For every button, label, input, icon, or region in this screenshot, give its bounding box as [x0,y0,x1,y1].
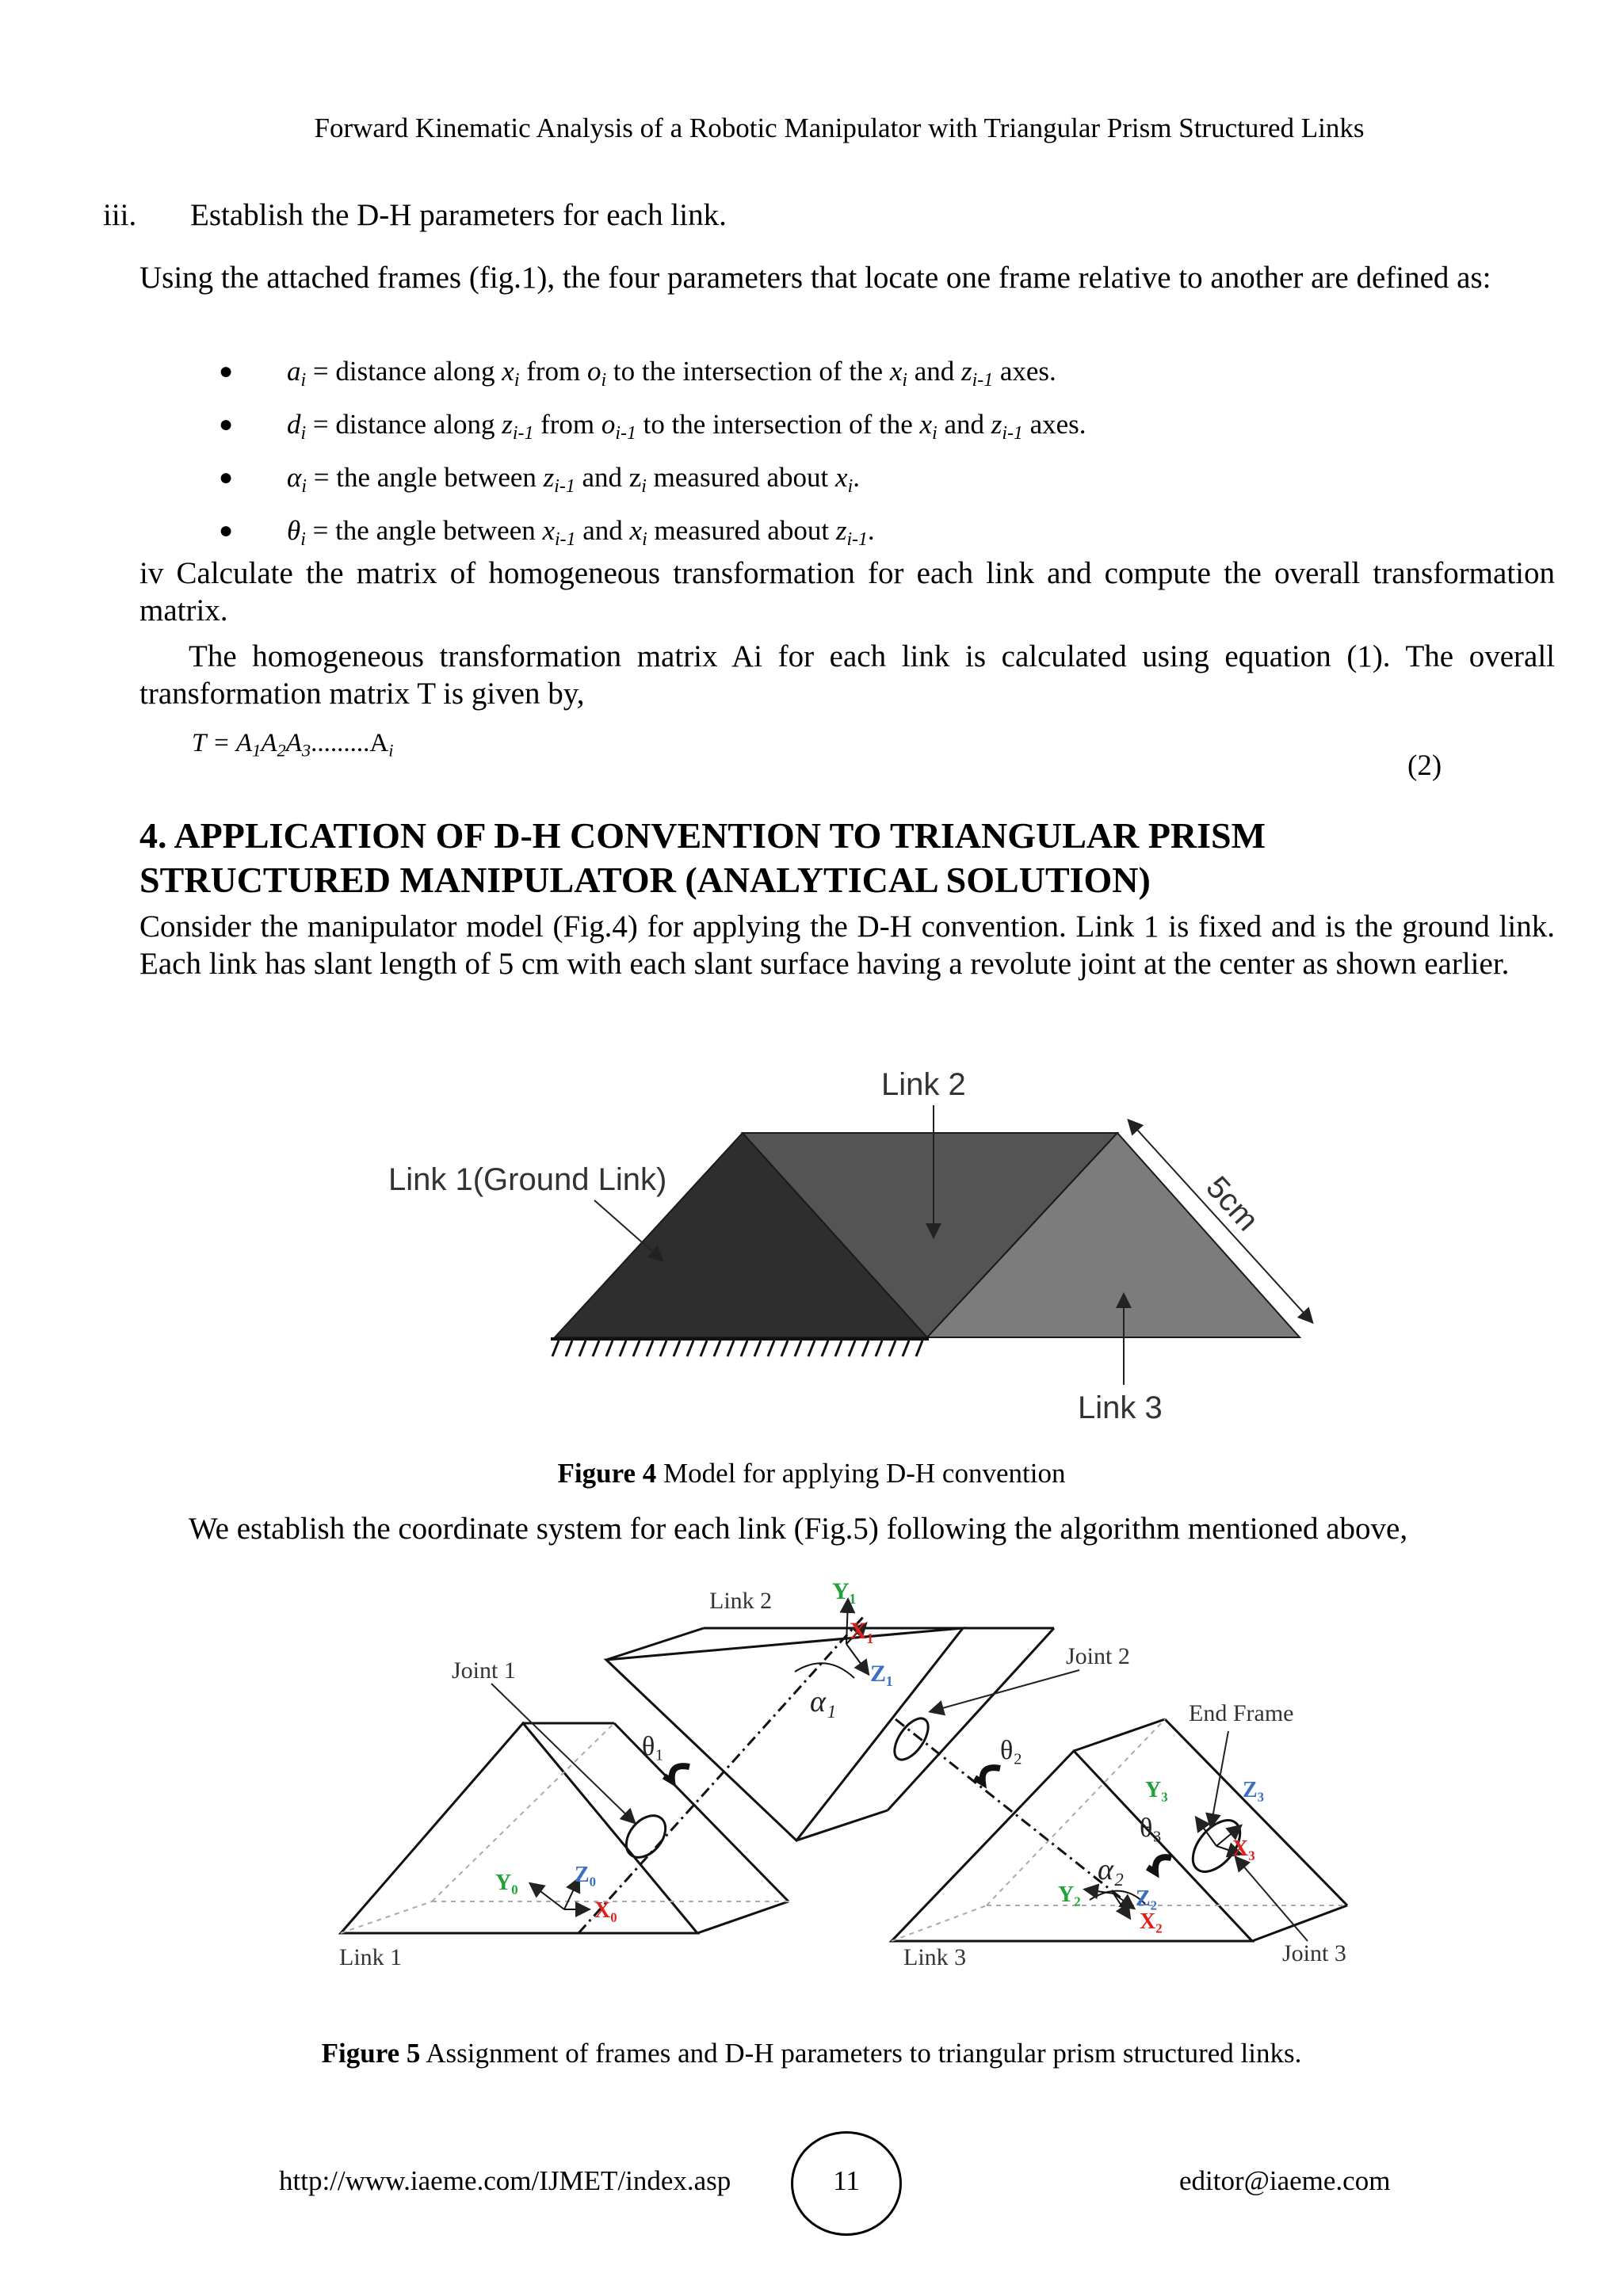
bullet-dot: ● [219,464,234,490]
fig5-label-link1: Link 1 [339,1944,403,1970]
figure-4-diagram [0,1046,1623,1434]
running-head: Forward Kinematic Analysis of a Robotic Manipulator with Triangular Prism Structured Links [314,113,1365,143]
fig5-label-joint1: Joint 1 [452,1657,516,1684]
bullet-dot: ● [219,411,234,437]
fig5-label-link3: Link 3 [903,1944,967,1970]
para-homogeneous-matrix: The homogeneous transformation matrix Ai for each link is calculated using equation (1). The overall transformation matrix T is given by, [139,639,1555,711]
figure-5-caption: Figure 5 Assignment of frames and D-H parameters to triangular prism structured links. [321,2038,1302,2069]
fig5-label-z1: Z₁ [870,1661,894,1687]
fig5-label-alpha1: α₁ [810,1685,837,1718]
joint3-leader [1236,1858,1308,1941]
fig5-label-end-frame: End Frame [1189,1700,1294,1726]
bullet-a-i: ● $a_i$ = distance along $x_i$ from $o_i$ to the intersection of the $x_i$ and $z_{i-1}$ axes. [219,356,1056,391]
bullet-d-i: ● $d_i$ = distance along $z_{i-1}$ from $o_{i-1}$ to the intersection of the $x_i$ and $z_{i-1}$ axes. [219,409,1086,444]
bullet-alpha-i: ● $\alpha_i$ = the angle between $z_{i-1}$ and $z_i$ measured about $x_i$. [219,462,860,498]
figure-4-caption: Figure 4 Model for applying D-H convention [557,1458,1066,1489]
joint2-ellipse [888,1713,935,1765]
bullet-dot: ● [219,358,234,384]
fig5-label-x2: X₂ [1140,1909,1163,1934]
para-frames-definition: Using the attached frames (fig.1), the four parameters that locate one frame relative to another are defined as: [139,261,1491,295]
fig5-label-y0: Y₀ [495,1871,518,1895]
figure-5-diagram [0,1577,1623,1989]
fig5-label-theta1: θ₁ [642,1732,665,1761]
page-number-circle [791,2131,902,2236]
theta1-rotation-icon [664,1766,689,1781]
fig5-label-x0: X₀ [594,1898,617,1923]
ground-hatch [552,1341,922,1356]
step-iii-text: Establish the D-H parameters for each link. [190,198,727,232]
fig5-label-theta2: θ₂ [1000,1736,1023,1765]
section-heading-line1: 4. APPLICATION OF D-H CONVENTION TO TRIANGULAR PRISM [139,815,1266,856]
fig5-label-z0: Z₀ [575,1863,597,1887]
fig5-label-joint3: Joint 3 [1282,1940,1346,1966]
fig5-label-alpha2: α₂ [1098,1853,1125,1886]
joint2-leader [931,1670,1079,1711]
fig5-label-y1: Y₁ [832,1578,857,1604]
fig5-label-joint2: Joint 2 [1066,1643,1130,1669]
footer-email[interactable]: editor@iaeme.com [1179,2165,1391,2196]
para-coordinate-system: We establish the coordinate system for each link (Fig.5) following the algorithm mentioned above, [189,1512,1408,1546]
page-number: 11 [833,2165,860,2196]
fig5-label-z2: Z₂ [1136,1886,1158,1911]
equation-t: $T = A_1A_2A_3.........A_i$ [192,729,394,761]
fig5-label-theta3: θ₃ [1140,1814,1163,1843]
fig4-label-link2: Link 2 [881,1067,966,1102]
link1-pointer [594,1200,662,1260]
para-manipulator-model: Consider the manipulator model (Fig.4) for applying the D-H convention. Link 1 is fixed and is the ground link. Each link has slant length of 5 cm with each slant surface having a revolute joint at the center as shown earlier. [139,910,1555,981]
link2-prism [606,1628,1054,1840]
step-iii-number: iii. [103,198,137,232]
bullet-dot: ● [219,517,234,543]
fig5-label-x3: X₃ [1232,1836,1255,1861]
step-iv-text: iv Calculate the matrix of homogeneous transformation for each link and compute the overall transformation matrix. [139,556,1555,627]
fig5-label-z3: Z₃ [1243,1778,1265,1802]
end-frame-leader [1211,1731,1228,1826]
equation-number: (2) [1407,749,1442,782]
fig5-label-x1: X₁ [850,1618,874,1644]
footer-url[interactable]: http://www.iaeme.com/IJMET/index.asp [279,2165,731,2196]
fig4-label-link3: Link 3 [1078,1390,1163,1425]
fig4-label-link1: Link 1(Ground Link) [388,1162,667,1197]
fig5-label-y2: Y₂ [1058,1882,1081,1907]
fig5-label-link2: Link 2 [709,1588,773,1614]
fig5-label-y3: Y₃ [1145,1778,1168,1802]
bullet-theta-i: ● $\theta_i$ = the angle between $x_{i-1}$ and $x_i$ measured about $z_{i-1}$. [219,515,875,551]
theta2-rotation-icon [975,1768,1000,1783]
fig4-label-5cm: 5cm [1199,1169,1266,1238]
section-heading-line2: STRUCTURED MANIPULATOR (ANALYTICAL SOLUTION) [139,860,1151,900]
y3-axis-arrow [1197,1818,1216,1846]
